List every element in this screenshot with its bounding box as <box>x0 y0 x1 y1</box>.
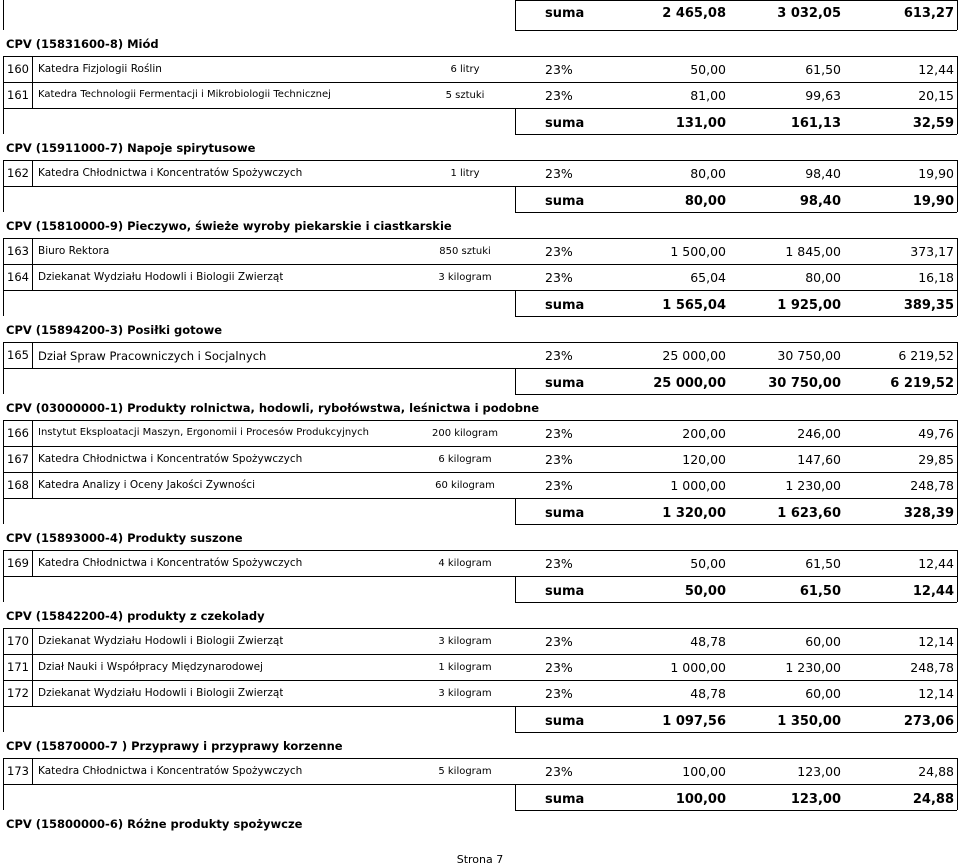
rule <box>515 0 957 1</box>
rule <box>3 654 4 680</box>
item-vat: 248,78 <box>910 660 954 675</box>
item-lp: 170 <box>7 634 29 648</box>
rule <box>957 654 958 680</box>
suma-label: suma <box>545 506 585 521</box>
rule <box>957 420 958 446</box>
rule <box>957 576 958 602</box>
item-vat: 373,17 <box>910 244 954 259</box>
item-qty: 60 kilogram <box>435 480 495 491</box>
item-brutto: 1 845,00 <box>785 244 841 259</box>
item-brutto: 98,40 <box>805 166 841 181</box>
item-lp: 167 <box>7 452 29 466</box>
rule <box>3 238 957 239</box>
item-unit: Dziekanat Wydziału Hodowli i Biologii Zwierząt <box>38 687 284 699</box>
page-number: Strona 7 <box>456 853 504 866</box>
item-lp: 173 <box>7 764 29 778</box>
rule <box>3 654 957 655</box>
item-unit: Katedra Chłodnictwa i Koncentratów Spożywczych <box>38 167 303 179</box>
suma-brutto: 30 750,00 <box>768 376 841 391</box>
item-lp: 171 <box>7 660 29 674</box>
rule <box>515 524 957 525</box>
rule <box>3 498 957 499</box>
rule <box>32 56 33 82</box>
item-lp: 163 <box>7 244 29 258</box>
rule <box>3 472 4 498</box>
item-vat-rate: 23% <box>545 634 573 649</box>
rule <box>957 628 958 654</box>
rule <box>3 576 4 602</box>
rule <box>3 82 957 83</box>
item-brutto: 246,00 <box>797 426 841 441</box>
rule <box>3 550 4 576</box>
rule <box>515 576 516 602</box>
suma-vat: 273,06 <box>903 714 954 729</box>
suma-label: suma <box>545 6 585 21</box>
rule <box>515 290 516 316</box>
item-lp: 164 <box>7 270 29 284</box>
cpv-header: CPV (15831600-8) Miód <box>6 37 159 51</box>
rule <box>957 160 958 186</box>
item-qty: 200 kilogram <box>431 428 499 439</box>
item-vat-rate: 23% <box>545 348 573 363</box>
rule <box>3 108 4 134</box>
item-netto: 50,00 <box>690 556 726 571</box>
rule <box>3 264 957 265</box>
rule <box>3 628 4 654</box>
item-qty: 5 kilogram <box>438 766 492 777</box>
item-vat-rate: 23% <box>545 244 573 259</box>
item-netto: 1 000,00 <box>670 660 726 675</box>
rule <box>3 628 957 629</box>
rule <box>515 30 957 31</box>
item-vat-rate: 23% <box>545 686 573 701</box>
rule <box>515 498 516 524</box>
rule <box>515 212 957 213</box>
item-vat: 16,18 <box>918 270 954 285</box>
suma-label: suma <box>545 116 585 131</box>
rule <box>3 238 4 264</box>
item-netto: 50,00 <box>690 62 726 77</box>
item-netto: 100,00 <box>682 764 726 779</box>
rule <box>3 784 4 810</box>
item-vat-rate: 23% <box>545 62 573 77</box>
rule <box>515 732 957 733</box>
rule <box>957 498 958 524</box>
item-vat: 12,14 <box>918 686 954 701</box>
rule <box>515 316 957 317</box>
rule <box>32 160 33 186</box>
item-lp: 166 <box>7 426 29 440</box>
rule <box>3 186 957 187</box>
rule <box>3 264 4 290</box>
rule <box>957 758 958 784</box>
rule <box>3 550 957 551</box>
rule <box>32 680 33 706</box>
rule <box>32 446 33 472</box>
item-brutto: 60,00 <box>805 686 841 701</box>
suma-vat: 19,90 <box>912 194 954 209</box>
rule <box>957 290 958 316</box>
item-netto: 1 500,00 <box>670 244 726 259</box>
suma-netto: 131,00 <box>675 116 726 131</box>
item-qty: 3 kilogram <box>438 636 492 647</box>
cpv-header: CPV (03000000-1) Produkty rolnictwa, hodowli, rybołówstwa, leśnictwa i podobne <box>6 401 539 415</box>
suma-netto: 1 097,56 <box>662 714 726 729</box>
item-vat: 20,15 <box>918 88 954 103</box>
item-vat-rate: 23% <box>545 660 573 675</box>
item-qty: 1 litry <box>450 168 480 179</box>
suma-vat: 24,88 <box>912 792 954 807</box>
item-lp: 165 <box>7 348 29 362</box>
rule <box>515 810 957 811</box>
rule <box>957 0 958 30</box>
item-unit: Katedra Analizy i Oceny Jakości Żywności <box>38 479 255 491</box>
rule <box>957 550 958 576</box>
rule <box>957 472 958 498</box>
item-unit: Dziekanat Wydziału Hodowli i Biologii Zwierząt <box>38 635 284 647</box>
rule <box>32 654 33 680</box>
item-vat: 29,85 <box>918 452 954 467</box>
cpv-header: CPV (15810000-9) Pieczywo, świeże wyroby piekarskie i ciastkarskie <box>6 219 452 233</box>
suma-netto: 80,00 <box>684 194 726 209</box>
cpv-header: CPV (15911000-7) Napoje spirytusowe <box>6 141 256 155</box>
suma-brutto: 61,50 <box>799 584 841 599</box>
rule <box>3 420 4 446</box>
item-unit: Biuro Rektora <box>38 245 110 257</box>
rule <box>32 472 33 498</box>
item-unit: Katedra Chłodnictwa i Koncentratów Spożywczych <box>38 557 303 569</box>
rule <box>957 56 958 82</box>
rule <box>32 550 33 576</box>
rule <box>515 394 957 395</box>
item-vat: 248,78 <box>910 478 954 493</box>
item-netto: 48,78 <box>690 686 726 701</box>
rule <box>3 472 957 473</box>
suma-netto: 1 320,00 <box>662 506 726 521</box>
rule <box>515 602 957 603</box>
item-vat-rate: 23% <box>545 478 573 493</box>
item-unit: Dziekanat Wydziału Hodowli i Biologii Zwierząt <box>38 271 284 283</box>
suma-netto: 50,00 <box>684 584 726 599</box>
rule <box>957 342 958 368</box>
cpv-header: CPV (15894200-3) Posiłki gotowe <box>6 323 223 337</box>
rule <box>3 290 4 316</box>
rule <box>515 186 516 212</box>
item-qty: 850 sztuki <box>439 246 491 257</box>
item-netto: 65,04 <box>690 270 726 285</box>
rule <box>3 680 957 681</box>
rule <box>957 706 958 732</box>
suma-brutto: 161,13 <box>790 116 841 131</box>
item-brutto: 80,00 <box>805 270 841 285</box>
rule <box>957 82 958 108</box>
item-vat: 24,88 <box>918 764 954 779</box>
suma-netto: 25 000,00 <box>653 376 726 391</box>
rule <box>3 758 957 759</box>
rule <box>515 134 957 135</box>
rule <box>3 706 4 732</box>
suma-netto: 1 565,04 <box>662 298 726 313</box>
item-qty: 6 kilogram <box>438 454 492 465</box>
rule <box>3 784 957 785</box>
item-qty: 4 kilogram <box>438 558 492 569</box>
item-qty: 5 sztuki <box>445 90 485 101</box>
rule <box>32 342 33 368</box>
suma-brutto: 123,00 <box>790 792 841 807</box>
rule <box>3 82 4 108</box>
item-netto: 1 000,00 <box>670 478 726 493</box>
item-netto: 25 000,00 <box>662 348 726 363</box>
rule <box>3 0 4 30</box>
rule <box>32 264 33 290</box>
rule <box>3 446 4 472</box>
item-vat-rate: 23% <box>545 452 573 467</box>
suma-label: suma <box>545 584 585 599</box>
item-vat: 12,44 <box>918 62 954 77</box>
cpv-header: CPV (15893000-4) Produkty suszone <box>6 531 243 545</box>
item-vat: 19,90 <box>918 166 954 181</box>
item-brutto: 123,00 <box>797 764 841 779</box>
rule <box>515 706 516 732</box>
rule <box>32 238 33 264</box>
item-lp: 172 <box>7 686 29 700</box>
rule <box>3 368 957 369</box>
item-brutto: 61,50 <box>805 62 841 77</box>
rule <box>515 784 516 810</box>
item-lp: 168 <box>7 478 29 492</box>
rule <box>3 706 957 707</box>
item-brutto: 1 230,00 <box>785 660 841 675</box>
rule <box>32 758 33 784</box>
rule <box>3 56 4 82</box>
rule <box>3 758 4 784</box>
item-unit: Dział Spraw Pracowniczych i Socjalnych <box>38 349 267 363</box>
suma-label: suma <box>545 376 585 391</box>
item-brutto: 99,63 <box>805 88 841 103</box>
item-unit: Katedra Fizjologii Roślin <box>38 63 162 75</box>
item-vat-rate: 23% <box>545 166 573 181</box>
item-qty: 3 kilogram <box>438 688 492 699</box>
suma-brutto: 1 623,60 <box>777 506 841 521</box>
rule <box>515 368 516 394</box>
rule <box>3 108 957 109</box>
rule <box>957 368 958 394</box>
rule <box>515 108 516 134</box>
item-lp: 162 <box>7 166 29 180</box>
cpv-header: CPV (15870000-7 ) Przyprawy i przyprawy korzenne <box>6 739 343 753</box>
item-vat: 12,44 <box>918 556 954 571</box>
suma-vat: 613,27 <box>903 6 954 21</box>
item-unit: Dział Nauki i Współpracy Międzynarodowej <box>38 661 263 673</box>
item-vat-rate: 23% <box>545 556 573 571</box>
item-vat-rate: 23% <box>545 88 573 103</box>
suma-brutto: 3 032,05 <box>777 6 841 21</box>
rule <box>3 420 957 421</box>
suma-vat: 6 219,52 <box>890 376 954 391</box>
rule <box>32 420 33 446</box>
rule <box>3 160 4 186</box>
page-footer <box>0 853 960 866</box>
rule <box>3 186 4 212</box>
item-brutto: 30 750,00 <box>777 348 841 363</box>
item-vat: 49,76 <box>918 426 954 441</box>
suma-label: suma <box>545 194 585 209</box>
item-netto: 200,00 <box>682 426 726 441</box>
suma-netto: 100,00 <box>675 792 726 807</box>
suma-brutto: 1 350,00 <box>777 714 841 729</box>
item-vat-rate: 23% <box>545 764 573 779</box>
item-unit: Instytut Eksploatacji Maszyn, Ergonomii i Procesów Produkcyjnych <box>38 427 369 438</box>
suma-label: suma <box>545 298 585 313</box>
item-brutto: 1 230,00 <box>785 478 841 493</box>
item-lp: 160 <box>7 62 29 76</box>
item-netto: 81,00 <box>690 88 726 103</box>
rule <box>957 238 958 264</box>
rule <box>3 56 957 57</box>
cpv-header: CPV (15800000-6) Różne produkty spożywcze <box>6 817 303 831</box>
suma-vat: 12,44 <box>912 584 954 599</box>
rule <box>3 290 957 291</box>
item-brutto: 147,60 <box>797 452 841 467</box>
suma-netto: 2 465,08 <box>662 6 726 21</box>
rule <box>32 628 33 654</box>
suma-brutto: 1 925,00 <box>777 298 841 313</box>
item-brutto: 60,00 <box>805 634 841 649</box>
rule <box>957 446 958 472</box>
rule <box>957 784 958 810</box>
rule <box>3 160 957 161</box>
item-unit: Katedra Chłodnictwa i Koncentratów Spożywczych <box>38 453 303 465</box>
item-vat: 12,14 <box>918 634 954 649</box>
rule <box>957 108 958 134</box>
rule <box>957 264 958 290</box>
suma-label: suma <box>545 792 585 807</box>
rule <box>957 186 958 212</box>
rule <box>515 0 516 30</box>
rule <box>3 368 4 394</box>
suma-brutto: 98,40 <box>799 194 841 209</box>
item-qty: 3 kilogram <box>438 272 492 283</box>
rule <box>3 498 4 524</box>
item-lp: 161 <box>7 88 29 102</box>
item-qty: 1 kilogram <box>438 662 492 673</box>
item-unit: Katedra Chłodnictwa i Koncentratów Spożywczych <box>38 765 303 777</box>
cpv-header: CPV (15842200-4) produkty z czekolady <box>6 609 265 623</box>
rule <box>3 342 4 368</box>
rule <box>3 576 957 577</box>
item-netto: 48,78 <box>690 634 726 649</box>
rule <box>957 680 958 706</box>
item-vat: 6 219,52 <box>898 348 954 363</box>
suma-label: suma <box>545 714 585 729</box>
item-vat-rate: 23% <box>545 426 573 441</box>
item-unit: Katedra Technologii Fermentacji i Mikrobiologii Technicznej <box>38 89 331 100</box>
rule <box>3 680 4 706</box>
suma-vat: 32,59 <box>912 116 954 131</box>
item-qty: 6 litry <box>450 64 480 75</box>
rule <box>3 342 957 343</box>
item-vat-rate: 23% <box>545 270 573 285</box>
item-brutto: 61,50 <box>805 556 841 571</box>
item-netto: 80,00 <box>690 166 726 181</box>
rule <box>32 82 33 108</box>
suma-vat: 328,39 <box>903 506 954 521</box>
item-lp: 169 <box>7 556 29 570</box>
rule <box>3 446 957 447</box>
item-netto: 120,00 <box>682 452 726 467</box>
suma-vat: 389,35 <box>903 298 954 313</box>
